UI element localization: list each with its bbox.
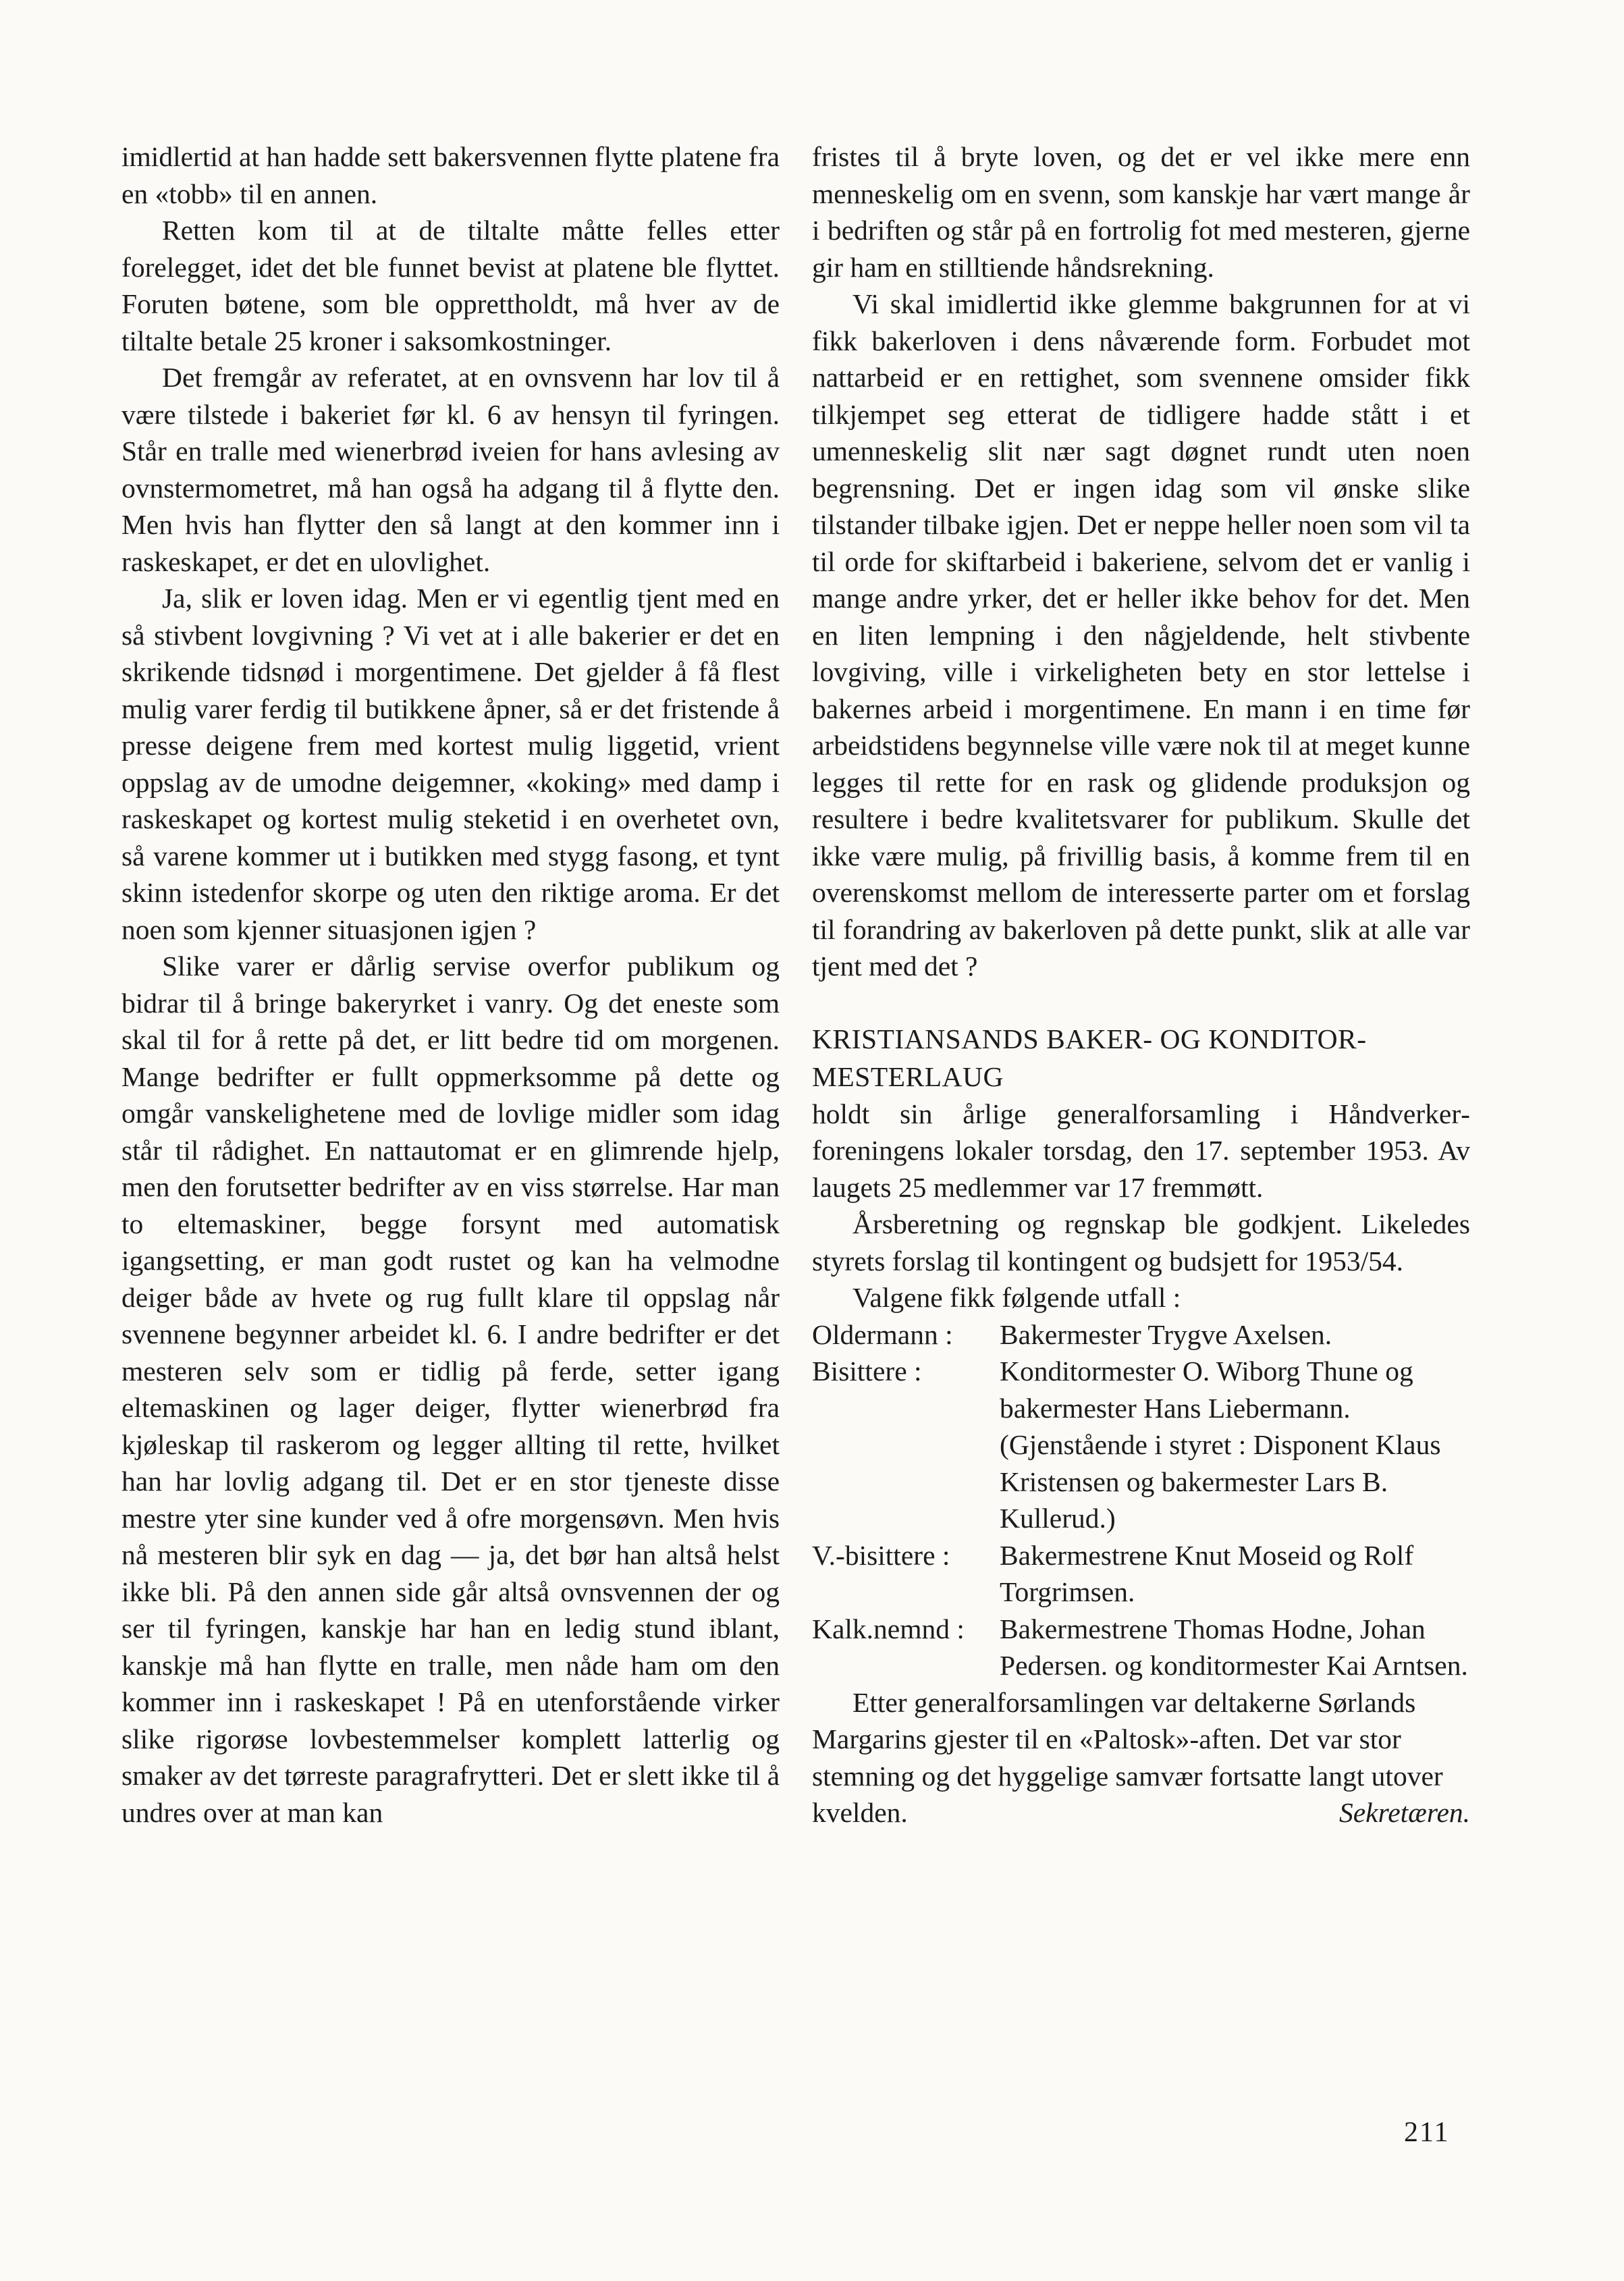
officer-names: Bakermestrene Knut Moseid og Rolf Torgrimsen. <box>1000 1539 1414 1607</box>
officer-role: Bisittere : <box>812 1356 922 1387</box>
closing-paragraph <box>812 1684 1470 1831</box>
section-heading: KRISTIANSANDS BAKER- OG KONDITOR-MESTERLAUG <box>812 1023 1367 1092</box>
paragraph: Retten kom til at de tiltalte måtte felles etter forelegget, idet det ble funnet bevist at platene ble flyttet. Foruten bøtene, som ble opprettholdt, må hver av de tiltalte betale 25 kroner i saksomkostninger. <box>121 215 780 356</box>
election-intro: Valgene fikk følgende utfall : <box>852 1282 1181 1313</box>
officer-row <box>812 1353 1470 1537</box>
officer-row <box>812 1611 1470 1684</box>
paragraph: Slike varer er dårlig servise overfor publikum og bidrar til å bringe bakeryrket i vanry. Og det eneste som skal til for å rette på det, er litt bedre tid om morgenen. Mange bedrifter er fullt oppmerksomme på dette og omgår vanskelighetene med de lovlige midler som idag står til rådighet. En nattautomat er en glimrende hjelp, men den forutsetter bedrifter av en viss størrelse. Har man to eltemaskiner, begge forsynt med automatisk igangsetting, er man godt rustet og kan ha velmodne deiger både av hvete og rug fullt klare til oppslag når svennene begynner arbeidet kl. 6. I andre bedrifter er det mesteren selv som er tidlig på ferde, setter igang eltemaskinen og lager deiger, flytter wienerbrød fra kjøleskap til raskerom og legger allting til rette, hvilket han har lovlig adgang til. Det er en stor tjeneste disse mestre yter sine kunder ved å ofre morgensøvn. Men hvis nå mesteren blir syk en dag — ja, det bør han altså helst ikke bli. På den annen side går altså ovnsvennen der og ser til fyringen, kanskje har han en ledig stund iblant, kanskje må han flytte en tralle, men nåde ham om den kommer inn i raskeskapet ! På en utenforstående virker slike rigorøse lovbestemmelser komplett latterlig og smaker av det tørreste paragrafrytteri. Det er slett ikke til å undres over at man kan <box>121 950 780 1828</box>
page-number: 211 <box>1404 2117 1450 2148</box>
officers-list <box>812 1316 1470 1684</box>
paragraph: Vi skal imidlertid ikke glemme bakgrunnen for at vi fikk bakerloven i dens nåværende form. Forbudet mot nattarbeid er en rettighet, som svennene omsider fikk tilkjempet seg etterat de tidligere hadde stått i et umenneskelig slit nær sagt døgnet rundt uten noen begrensning. Det er ingen idag som vil ønske slike tilstander tilbake igjen. Det er neppe heller noen som vil ta til orde for skiftarbeid i bakeriene, selvom det er vanlig i mange andre yrker, det er heller ikke behov for det. Men en liten lempning i den någjeldende, helt stivbente lovgiving, ville i virkeligheten bety en stor lettelse i bakernes arbeid i morgentimene. En mann i en time før arbeidstidens begynnelse ville være nok til at meget kunne legges til rette for en rask og glidende produksjon og resultere i bedre kvalitetsvarer for publikum. Skulle det ikke være mulig, på frivillig basis, å komme frem til en overenskomst mellom de interesserte parter om et forslag til forandring av bakerloven på dette punkt, slik at alle var tjent med det ? <box>812 288 1470 982</box>
officer-role: V.-bisittere : <box>812 1539 950 1571</box>
officer-row <box>812 1316 1470 1353</box>
approval-paragraph: Årsberetning og regnskap ble godkjent. Likeledes styrets forslag til kontingent og budsjett for 1953/54. <box>812 1208 1470 1277</box>
right-column <box>812 138 1470 1831</box>
officer-names: Bakermester Trygve Axelsen. <box>1000 1318 1332 1350</box>
signature: Sekretæren. <box>1339 1797 1470 1828</box>
officer-role: Kalk.nemnd : <box>812 1613 965 1644</box>
meeting-intro: holdt sin årlige generalforsamling i Håndverkerforeningens lokaler torsdag, den 17. september 1953. Av laugets 25 medlemmer var 17 fremmøtt. <box>812 1098 1470 1203</box>
paragraph: imidlertid at han hadde sett bakersvennen flytte platene fra en «tobb» til en annen. <box>121 141 780 209</box>
officer-names: Bakermestrene Thomas Hodne, Johan Pedersen. og konditormester Kai Arntsen. <box>1000 1613 1468 1681</box>
officer-row <box>812 1537 1470 1611</box>
left-column <box>121 138 780 1831</box>
paragraph: fristes til å bryte loven, og det er vel ikke mere enn menneskelig om en svenn, som kanskje har vært mange år i bedriften og står på en fortrolig fot med mesteren, gjerne gir ham en stilltiende håndsrekning. <box>812 141 1470 283</box>
closing-text: Etter generalforsamlingen var deltakerne Sørlands Margarins gjester til en «Paltosk»-aften. Det var stor stemning og det hyggelige samvær fortsatte langt utover kvelden. <box>812 1686 1443 1828</box>
paragraph: Ja, slik er loven idag. Men er vi egentlig tjent med en så stivbent lovgivning ? Vi vet at i alle bakerier er det en skrikende tidsnød i morgentimene. Det gjelder å få flest mulig varer ferdig til butikkene åpner, så er det fristende å presse deigene frem med kortest mulig liggetid, vrient oppslag av de umodne deigemner, «koking» med damp i raskeskapet og kortest mulig steketid i en overhetet ovn, så varene kommer ut i butikken med stygg fasong, et tynt skinn istedenfor skorpe og uten den riktige aroma. Er det noen som kjenner situasjonen igjen ? <box>121 583 780 945</box>
paragraph: Det fremgår av referatet, at en ovnsvenn har lov til å være tilstede i bakeriet før kl. 6 av hensyn til fyringen. Står en tralle med wienerbrød iveien for hans avlesing av ovnstermometret, må han også ha adgang til å flytte den. Men hvis han flytter den så langt at den kommer inn i raskeskapet, er det en ulovlighet. <box>121 362 780 577</box>
officer-role: Oldermann : <box>812 1318 953 1350</box>
officer-names: Konditormester O. Wiborg Thune og bakermester Hans Liebermann. (Gjenstående i styret : Disponent Klaus Kristensen og bakermester Lars B. Kullerud.) <box>1000 1356 1441 1534</box>
